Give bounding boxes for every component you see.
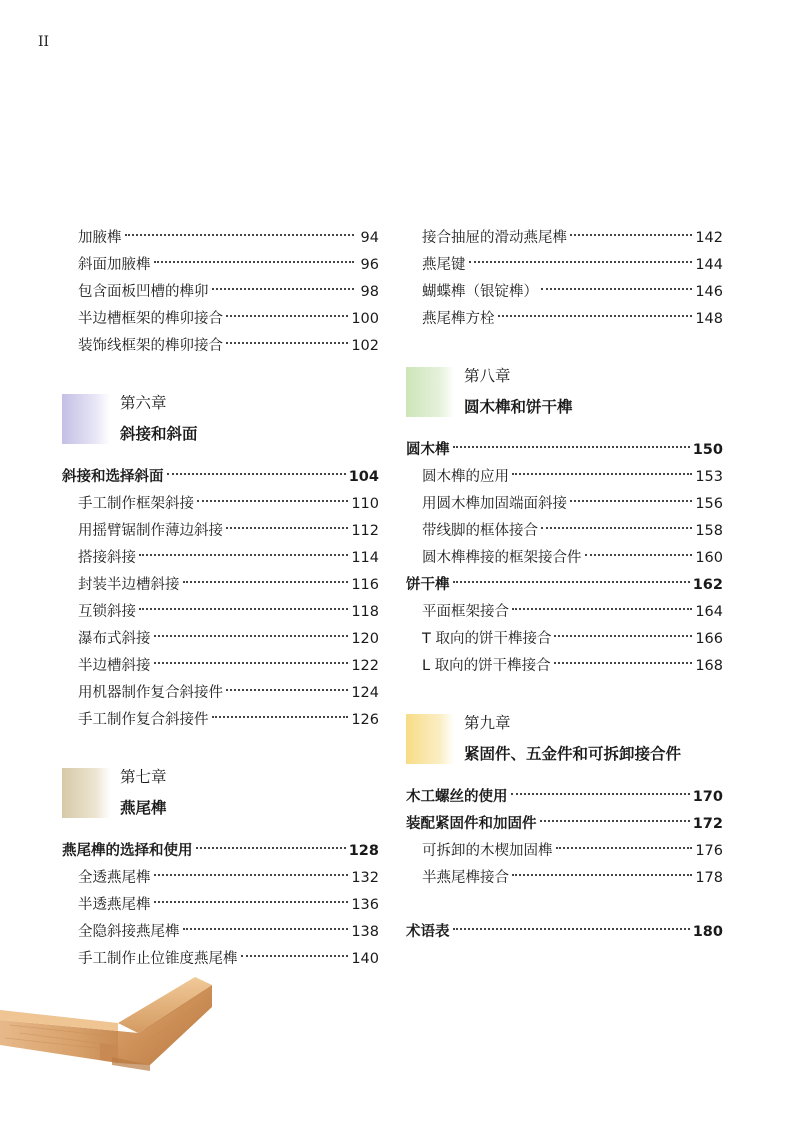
toc-entry[interactable]: 斜面加腋榫 96 — [78, 257, 379, 273]
chapter-number: 第六章 — [120, 394, 167, 412]
toc-entry[interactable]: 半边槽斜接 122 — [78, 658, 379, 674]
toc-entry[interactable]: 互锁斜接 118 — [78, 604, 379, 620]
leader-dots — [498, 315, 693, 317]
leader-dots — [570, 234, 692, 236]
chapter-number: 第九章 — [464, 714, 511, 732]
leader-dots — [183, 581, 349, 583]
toc-entry[interactable]: 封装半边槽斜接 116 — [78, 577, 379, 593]
toc-entry[interactable]: 接合抽屉的滑动燕尾榫 142 — [422, 230, 723, 246]
toc-entry[interactable]: 带线脚的框体接合 158 — [422, 523, 723, 539]
leader-dots — [139, 608, 348, 610]
toc-entry[interactable]: L 取向的饼干榫接合 168 — [422, 658, 723, 674]
toc-entry[interactable]: 用摇臂锯制作薄边斜接 112 — [78, 523, 379, 539]
toc-entry[interactable]: 平面框架接合 164 — [422, 604, 723, 620]
leader-dots — [154, 901, 349, 903]
toc-entry[interactable]: 可拆卸的木楔加固榫 176 — [422, 843, 723, 859]
leader-dots — [212, 716, 349, 718]
toc-entry[interactable]: 搭接斜接 114 — [78, 550, 379, 566]
leader-dots — [585, 554, 693, 556]
leader-dots — [554, 635, 692, 637]
leader-dots — [540, 820, 690, 822]
chapter-6-heading[interactable] — [62, 394, 379, 444]
leader-dots — [570, 500, 692, 502]
page-number: II — [38, 34, 50, 50]
leader-dots — [154, 635, 349, 637]
leader-dots — [541, 288, 692, 290]
toc-intro-list-left — [62, 225, 379, 360]
toc-entry[interactable]: T 取向的饼干榫接合 166 — [422, 631, 723, 647]
chapter-9-heading[interactable] — [406, 714, 723, 764]
chapter-9-entries — [406, 784, 723, 892]
toc-entry[interactable]: 全透燕尾榫 132 — [78, 870, 379, 886]
chapter-title: 燕尾榫 — [120, 799, 167, 817]
toc-entry[interactable]: 加腋榫 94 — [78, 230, 379, 246]
toc-entry[interactable]: 手工制作止位锥度燕尾榫 140 — [78, 951, 379, 967]
chapter-8-entries — [406, 437, 723, 680]
toc-intro-list-right — [406, 225, 723, 333]
toc-section-entry[interactable]: 饼干榫 162 — [406, 577, 723, 593]
leader-dots — [183, 928, 349, 930]
chapter-color-swatch — [406, 714, 454, 764]
toc-entry[interactable]: 燕尾榫方栓 148 — [422, 311, 723, 327]
toc-entry[interactable]: 半边槽框架的榫卯接合 100 — [78, 311, 379, 327]
toc-entry[interactable]: 包含面板凹槽的榫卯 98 — [78, 284, 379, 300]
leader-dots — [226, 527, 348, 529]
toc-entry[interactable]: 装饰线框架的榫卯接合 102 — [78, 338, 379, 354]
leader-dots — [241, 955, 349, 957]
toc-entry[interactable]: 手工制作复合斜接件 126 — [78, 712, 379, 728]
leader-dots — [469, 261, 693, 263]
toc-section-entry[interactable]: 斜接和选择斜面 104 — [62, 469, 379, 485]
chapter-title: 斜接和斜面 — [120, 425, 198, 443]
chapter-7-heading[interactable] — [62, 768, 379, 818]
toc-entry[interactable]: 全隐斜接燕尾榫 138 — [78, 924, 379, 940]
toc-entry[interactable]: 圆木榫榫接的框架接合件 160 — [422, 550, 723, 566]
toc-section-entry[interactable]: 圆木榫 150 — [406, 442, 723, 458]
leader-dots — [197, 500, 348, 502]
leader-dots — [196, 847, 346, 849]
toc-entry[interactable]: 用机器制作复合斜接件 124 — [78, 685, 379, 701]
leader-dots — [226, 315, 348, 317]
leader-dots — [512, 874, 692, 876]
leader-dots — [556, 847, 693, 849]
leader-dots — [554, 662, 693, 664]
toc-entry[interactable]: 半透燕尾榫 136 — [78, 897, 379, 913]
toc-entry[interactable]: 瀑布式斜接 120 — [78, 631, 379, 647]
leader-dots — [541, 527, 692, 529]
leader-dots — [511, 793, 690, 795]
leader-dots — [226, 342, 348, 344]
leader-dots — [212, 288, 355, 290]
toc-section-entry[interactable]: 燕尾榫的选择和使用 128 — [62, 843, 379, 859]
leader-dots — [453, 928, 690, 930]
toc-entry[interactable]: 半燕尾榫接合 178 — [422, 870, 723, 886]
toc-glossary-entry[interactable]: 术语表 180 — [406, 924, 723, 940]
toc-left-column — [62, 225, 379, 973]
chapter-color-swatch — [62, 394, 110, 444]
chapter-number: 第七章 — [120, 768, 167, 786]
leader-dots — [512, 473, 692, 475]
leader-dots — [453, 446, 690, 448]
chapter-color-swatch — [62, 768, 110, 818]
toc-entry[interactable]: 燕尾键 144 — [422, 257, 723, 273]
leader-dots — [125, 234, 355, 236]
chapter-title: 圆木榫和饼干榫 — [464, 398, 573, 416]
toc-entry[interactable]: 蝴蝶榫（银锭榫） 146 — [422, 284, 723, 300]
leader-dots — [512, 608, 692, 610]
chapter-7-entries — [62, 838, 379, 973]
chapter-color-swatch — [406, 367, 454, 417]
toc-entry[interactable]: 用圆木榫加固端面斜接 156 — [422, 496, 723, 512]
toc-section-entry[interactable]: 装配紧固件和加固件 172 — [406, 816, 723, 832]
leader-dots — [139, 554, 348, 556]
chapter-8-heading[interactable] — [406, 367, 723, 417]
toc-section-entry[interactable]: 木工螺丝的使用 170 — [406, 789, 723, 805]
leader-dots — [453, 581, 690, 583]
chapter-title: 紧固件、五金件和可拆卸接合件 — [464, 745, 682, 763]
chapter-6-entries — [62, 464, 379, 734]
leader-dots — [154, 874, 349, 876]
leader-dots — [154, 261, 355, 263]
leader-dots — [167, 473, 346, 475]
toc-entry[interactable]: 圆木榫的应用 153 — [422, 469, 723, 485]
leader-dots — [154, 662, 349, 664]
wooden-joint-illustration — [0, 965, 230, 1085]
toc-right-column — [406, 225, 723, 946]
chapter-number: 第八章 — [464, 367, 511, 385]
toc-entry[interactable]: 手工制作框架斜接 110 — [78, 496, 379, 512]
leader-dots — [226, 689, 348, 691]
